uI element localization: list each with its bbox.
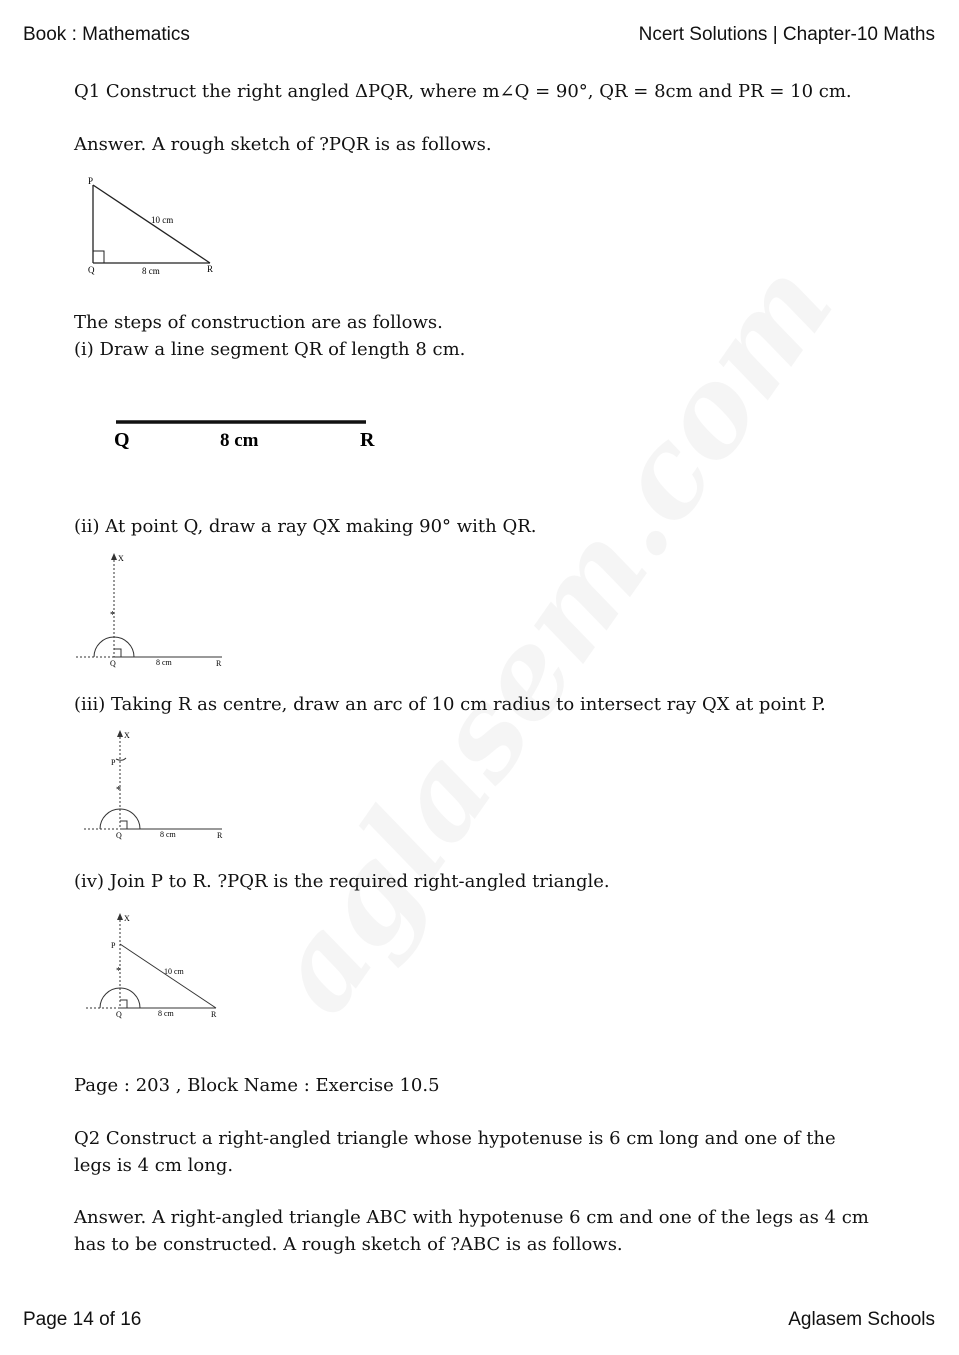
ray-arc-mark: * bbox=[110, 610, 115, 621]
answer-1-intro: Answer. A rough sketch of ?PQR is as follows. bbox=[74, 134, 492, 155]
ray-construction-figure bbox=[74, 548, 234, 670]
ray-right-angle-mark bbox=[114, 649, 121, 657]
step-1: (i) Draw a line segment QR of length 8 cm. bbox=[74, 339, 466, 360]
footer-page-number: Page 14 of 16 bbox=[23, 1309, 142, 1330]
final-label-r: R bbox=[211, 1010, 217, 1019]
arc-mark: * bbox=[116, 785, 121, 796]
sketch-label-p: P bbox=[88, 176, 94, 186]
rough-sketch-figure bbox=[84, 175, 224, 280]
arc-label-p: P bbox=[111, 758, 116, 767]
arc-label-x: X bbox=[124, 731, 130, 740]
final-label-base: 8 cm bbox=[158, 1009, 174, 1018]
ray-label-r: R bbox=[216, 659, 222, 668]
arc-construction-figure bbox=[80, 725, 240, 843]
header-chapter-title: Ncert Solutions | Chapter-10 Maths bbox=[638, 24, 935, 45]
header-book-title: Book : Mathematics bbox=[23, 24, 190, 45]
arc-intersection-mark bbox=[116, 758, 126, 760]
ray-label-q: Q bbox=[110, 659, 116, 668]
final-label-p: P bbox=[111, 941, 116, 950]
final-label-x: X bbox=[124, 914, 130, 923]
sketch-label-r: R bbox=[207, 264, 214, 274]
line-segment-figure bbox=[104, 408, 394, 463]
final-side-pr bbox=[120, 944, 216, 1008]
sketch-right-angle-mark bbox=[93, 251, 104, 263]
arc-label-base: 8 cm bbox=[160, 830, 176, 839]
final-label-q: Q bbox=[116, 1010, 122, 1019]
arc-ray-arrowhead bbox=[117, 730, 123, 737]
segment-label-r: R bbox=[360, 429, 375, 451]
final-triangle-figure bbox=[80, 908, 240, 1023]
step-3: (iii) Taking R as centre, draw an arc of 10 cm radius to intersect ray QX at point P. bbox=[74, 694, 826, 715]
question-2: Q2 Construct a right-angled triangle whose hypotenuse is 6 cm long and one of the legs is 4 cm long. bbox=[74, 1128, 836, 1176]
sketch-label-q: Q bbox=[88, 265, 95, 275]
step-2: (ii) At point Q, draw a ray QX making 90° with QR. bbox=[74, 516, 537, 537]
answer-2-intro: Answer. A right-angled triangle ABC with hypotenuse 6 cm and one of the legs as 4 cm has to be constructed. A rough sketch of ?ABC is as follows. bbox=[74, 1207, 869, 1255]
final-right-angle-mark bbox=[120, 1000, 127, 1008]
page-block-info: Page : 203 , Block Name : Exercise 10.5 bbox=[74, 1075, 440, 1096]
sketch-label-base: 8 cm bbox=[142, 266, 160, 276]
segment-label-length: 8 cm bbox=[220, 430, 259, 451]
arc-label-q: Q bbox=[116, 831, 122, 840]
segment-label-q: Q bbox=[114, 429, 130, 451]
ray-label-x: X bbox=[118, 554, 124, 563]
final-arc-mark: * bbox=[116, 966, 121, 977]
arc-label-r: R bbox=[217, 831, 223, 840]
final-label-hypotenuse: 10 cm bbox=[164, 967, 184, 976]
arc-right-angle-mark bbox=[120, 821, 127, 829]
ray-label-base: 8 cm bbox=[156, 658, 172, 667]
steps-intro: The steps of construction are as follows. bbox=[74, 312, 443, 333]
ray-arrowhead bbox=[111, 553, 117, 560]
question-1: Q1 Construct the right angled ΔPQR, where m∠Q = 90°, QR = 8cm and PR = 10 cm. bbox=[74, 81, 852, 102]
sketch-label-hypotenuse: 10 cm bbox=[151, 215, 174, 225]
footer-publisher: Aglasem Schools bbox=[788, 1309, 935, 1330]
final-ray-arrowhead bbox=[117, 913, 123, 920]
step-4: (iv) Join P to R. ?PQR is the required right-angled triangle. bbox=[74, 871, 610, 892]
